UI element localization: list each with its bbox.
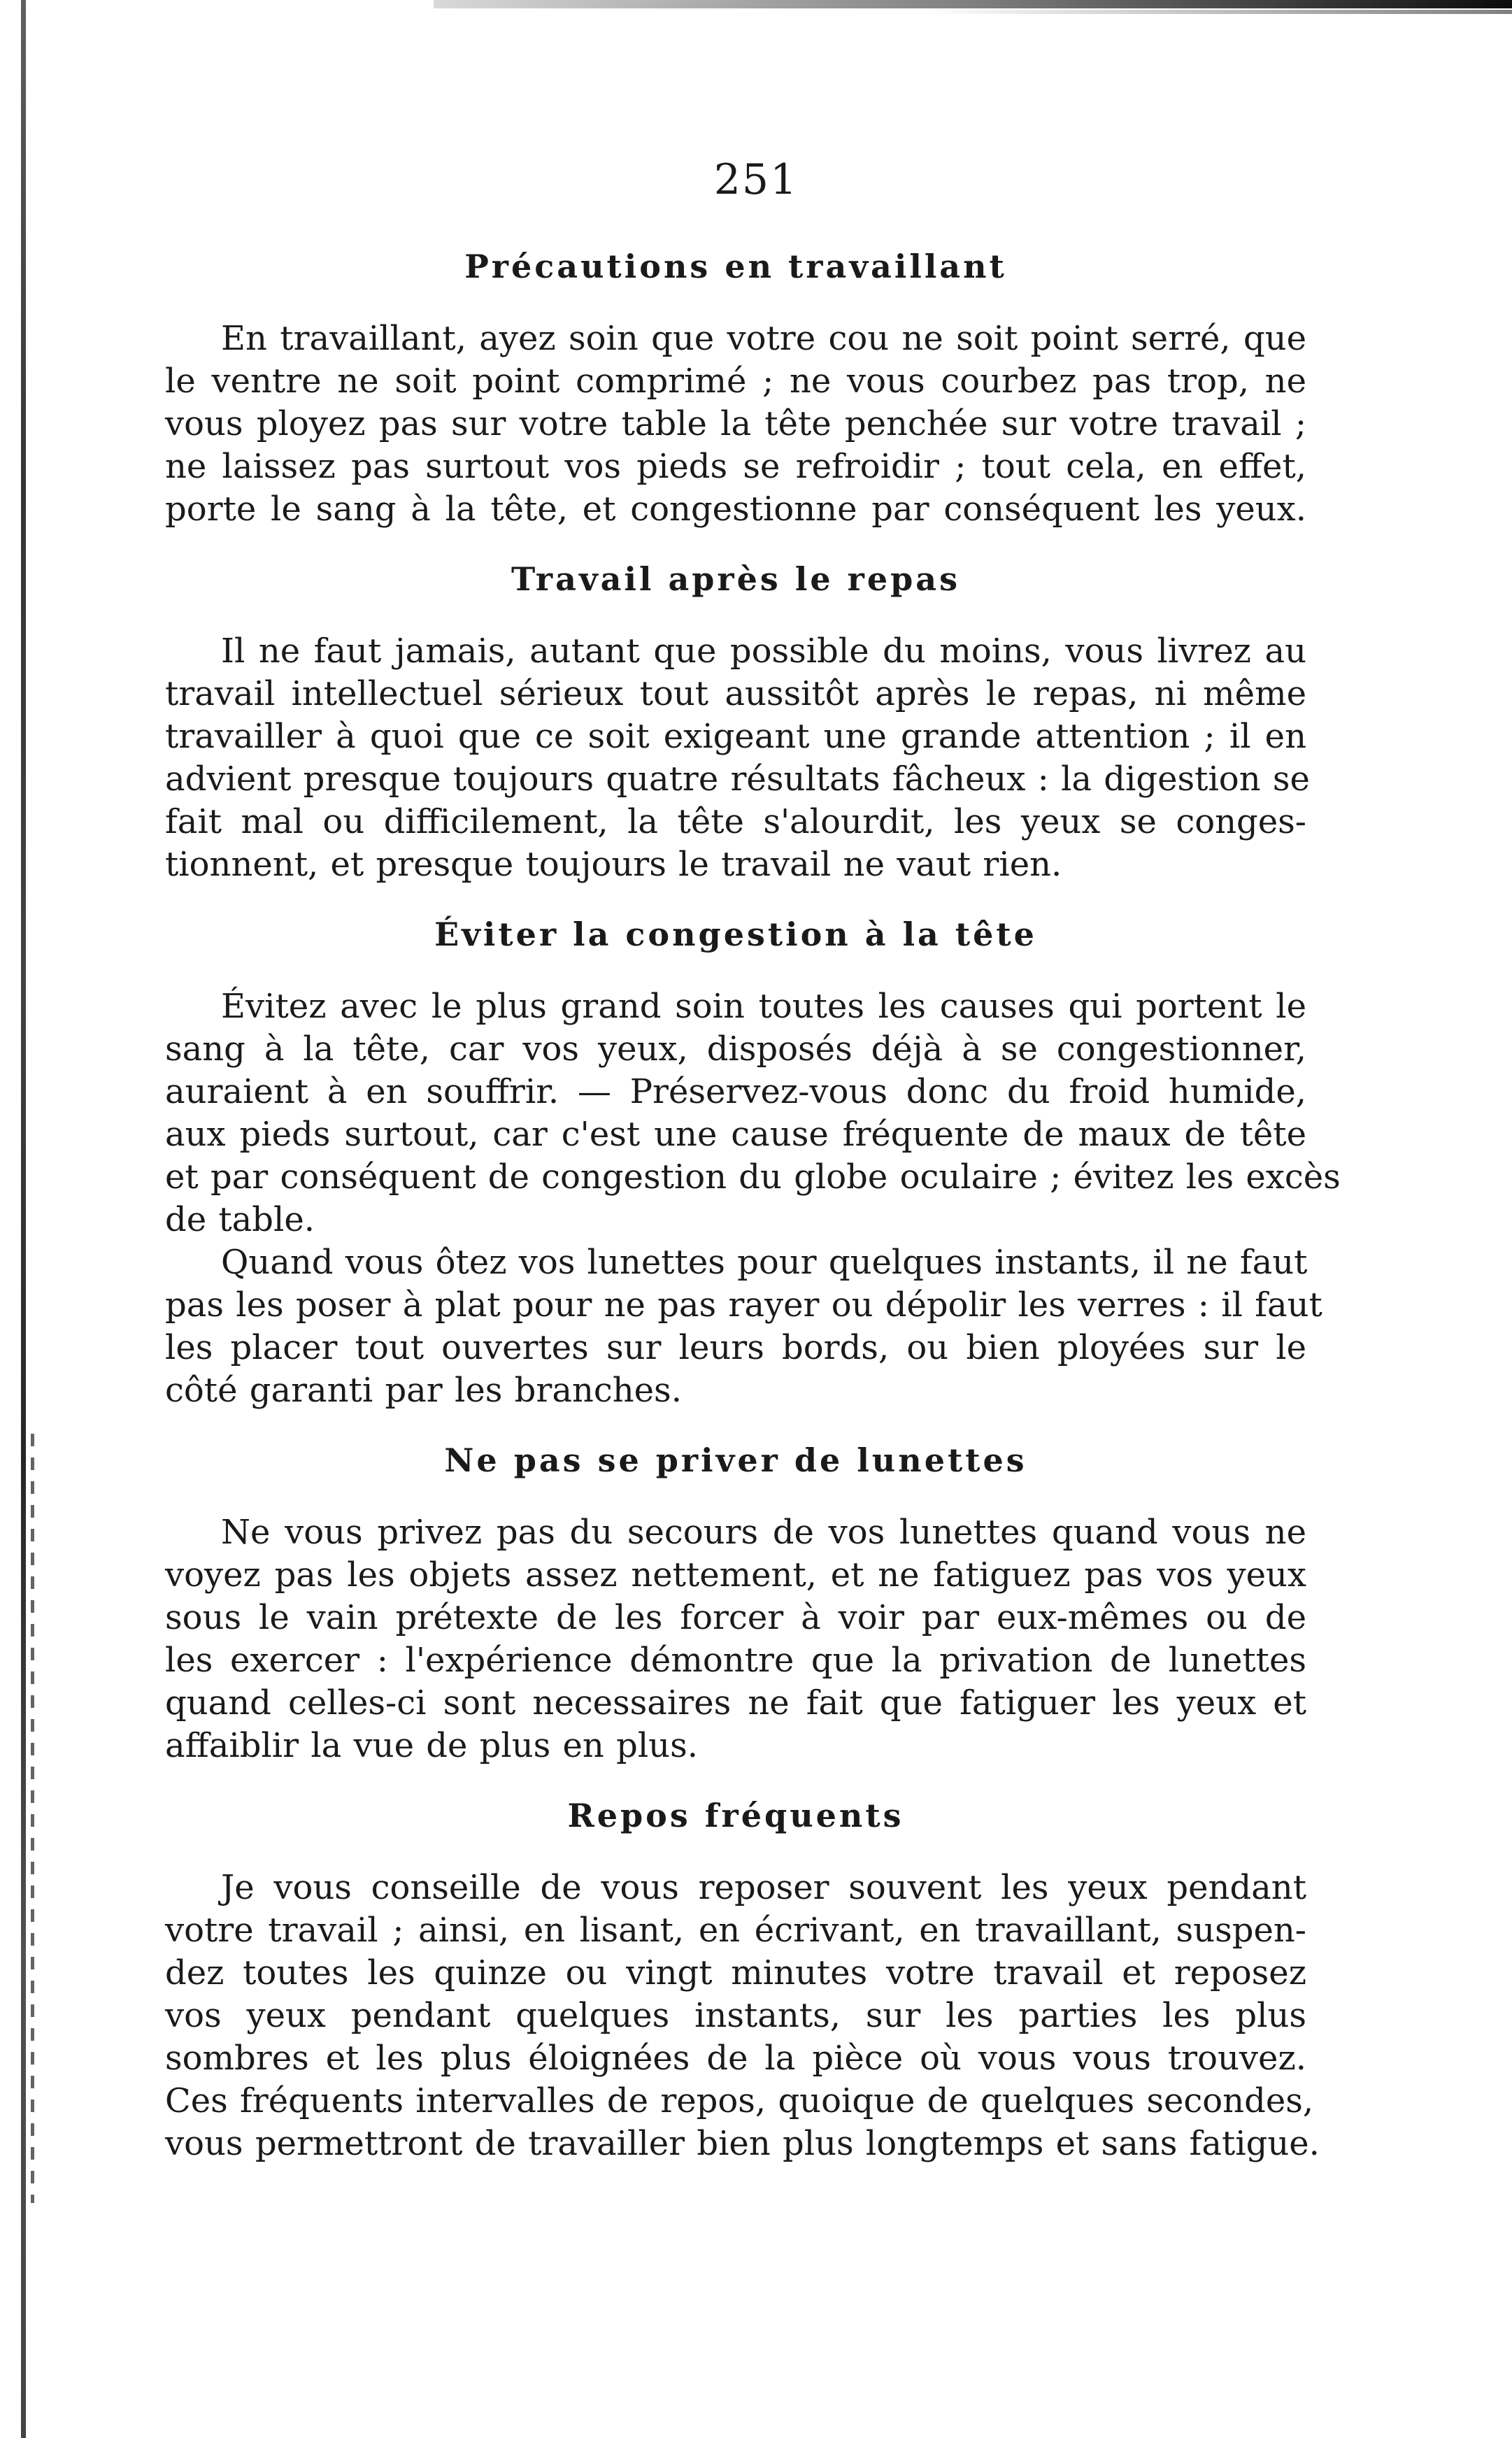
text-line: sang à la tête, car vos yeux, disposés déjà à se congestionner,	[165, 1029, 1306, 1069]
text-line: quand celles-ci sont necessaires ne fait que fatiguer les yeux et	[165, 1683, 1306, 1723]
scan-left-edge-marks	[31, 1434, 34, 2203]
text-line: advient presque toujours quatre résultats fâcheux : la digestion se	[165, 760, 1310, 799]
text-line: votre travail ; ainsi, en lisant, en écrivant, en travaillant, suspen-	[165, 1911, 1306, 1950]
paragraph	[165, 318, 1306, 531]
text-line: affaiblir la vue de plus en plus.	[165, 1726, 698, 1765]
text-line: travail intellectuel sérieux tout aussitôt après le repas, ni même	[165, 674, 1306, 713]
text-line: Je vous conseille de vous reposer souvent les yeux pendant	[221, 1868, 1306, 1907]
page-number: 251	[713, 155, 799, 204]
text-line: le ventre ne soit point comprimé ; ne vous courbez pas trop, ne	[165, 362, 1306, 401]
text-line: auraient à en souffrir. — Préservez-vous donc du froid humide,	[165, 1072, 1306, 1111]
text-line: les exercer : l'expérience démontre que la privation de lunettes	[165, 1641, 1306, 1680]
text-line: et par conséquent de congestion du globe oculaire ; évitez les excès	[165, 1157, 1341, 1197]
section-heading: Précautions en travaillant	[464, 248, 1007, 285]
text-line: voyez pas les objets assez nettement, et ne fatiguez pas vos yeux	[165, 1555, 1306, 1595]
paragraph	[165, 985, 1341, 1241]
page-content	[165, 242, 1341, 2165]
paragraph	[165, 1867, 1320, 2165]
section-heading: Éviter la congestion à la tête	[434, 915, 1037, 953]
text-line: travailler à quoi que ce soit exigeant une grande attention ; il en	[165, 717, 1306, 756]
text-line: En travaillant, ayez soin que votre cou ne soit point serré, que	[221, 319, 1306, 358]
section-heading: Repos fréquents	[567, 1797, 904, 1834]
text-line: vous ployez pas sur votre table la tête penchée sur votre travail ;	[165, 404, 1306, 443]
text-line: pas les poser à plat pour ne pas rayer ou dépolir les verres : il faut	[165, 1285, 1322, 1325]
text-line: ne laissez pas surtout vos pieds se refroidir ; tout cela, en effet,	[165, 447, 1306, 486]
text-line: de table.	[165, 1200, 315, 1239]
text-line: côté garanti par les branches.	[165, 1371, 682, 1410]
text-line: tionnent, et presque toujours le travail ne vaut rien.	[165, 845, 1062, 884]
text-line: Il ne faut jamais, autant que possible du moins, vous livrez au	[221, 632, 1306, 671]
text-line: vos yeux pendant quelques instants, sur les parties les plus	[165, 1996, 1306, 2035]
paragraph	[165, 1241, 1322, 1412]
text-line: porte le sang à la tête, et congestionne par conséquent les yeux.	[165, 490, 1306, 529]
text-line: Quand vous ôtez vos lunettes pour quelques instants, il ne faut	[221, 1243, 1308, 1282]
text-line: Ne vous privez pas du secours de vos lunettes quand vous ne	[221, 1513, 1306, 1552]
text-line: Évitez avec le plus grand soin toutes les causes qui portent le	[221, 987, 1306, 1026]
section-heading: Ne pas se priver de lunettes	[444, 1441, 1027, 1479]
text-line: les placer tout ouvertes sur leurs bords, ou bien ployées sur le	[165, 1328, 1306, 1367]
text-line: aux pieds surtout, car c'est une cause fréquente de maux de tête	[165, 1115, 1306, 1154]
text-line: sombres et les plus éloignées de la pièce où vous vous trouvez.	[165, 2039, 1306, 2078]
text-line: dez toutes les quinze ou vingt minutes votre travail et reposez	[165, 1953, 1306, 1993]
paragraph	[165, 630, 1310, 886]
scan-top-edge	[434, 0, 1512, 8]
section-heading: Travail après le repas	[511, 560, 960, 598]
paragraph	[165, 1511, 1306, 1767]
scan-left-edge	[21, 0, 26, 2438]
text-line: Ces fréquents intervalles de repos, quoique de quelques secondes,	[165, 2081, 1314, 2120]
scan-top-edge-shadow	[923, 10, 1512, 14]
text-line: sous le vain prétexte de les forcer à voir par eux-mêmes ou de	[165, 1598, 1306, 1637]
text-line: fait mal ou difficilement, la tête s'alourdit, les yeux se conges-	[165, 802, 1306, 841]
text-line: vous permettront de travailler bien plus longtemps et sans fatigue.	[165, 2124, 1320, 2163]
